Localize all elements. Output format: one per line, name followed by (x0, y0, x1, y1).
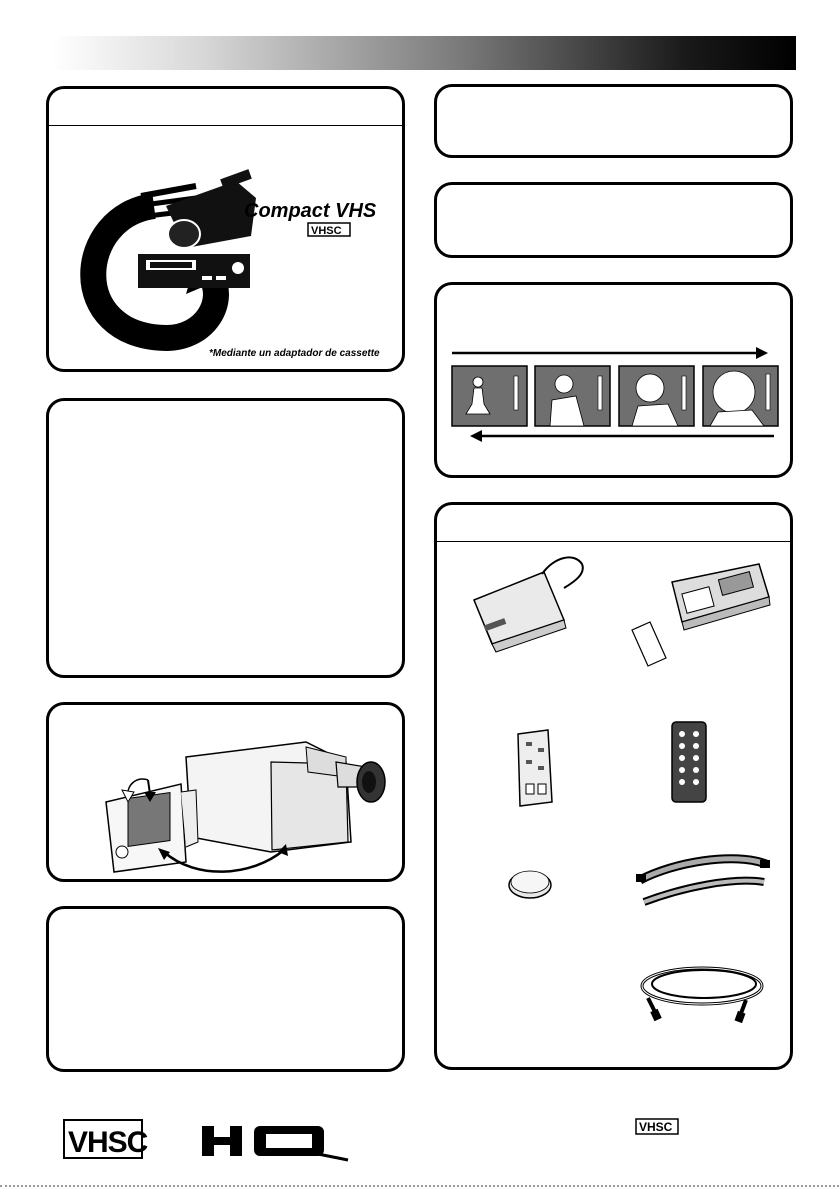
compact-vhs-illustration (46, 86, 405, 372)
text-box-right-2 (434, 182, 793, 258)
svg-text:VHSC: VHSC (311, 225, 342, 237)
cassette-adapter-note: *Mediante un adaptador de cassette (209, 348, 380, 359)
lcd-monitor-box (46, 702, 405, 882)
camcorder-icon (166, 169, 256, 248)
svg-text:VHSC: VHSC (639, 1120, 673, 1134)
compact-vhs-box (46, 86, 405, 372)
compact-vhs-title: Compact VHS (244, 200, 377, 222)
vcr-icon (138, 254, 250, 288)
battery-holder-icon (518, 730, 552, 806)
header-gradient-bar (52, 36, 796, 70)
remote-control-icon (672, 722, 706, 802)
cable-icon (642, 968, 762, 1023)
svg-text:HQ: HQ (200, 1122, 202, 1123)
vhsc-logo (64, 1118, 174, 1162)
lithium-battery-icon (509, 871, 551, 898)
bottom-dotted-line (0, 1185, 839, 1187)
zoom-frame-4 (703, 366, 778, 426)
zoom-frame-2 (535, 366, 610, 426)
lcd-camcorder-illustration (46, 702, 405, 882)
text-box-left-bottom (46, 906, 405, 1072)
shoulder-strap-icon (636, 859, 770, 902)
hq-logo (200, 1122, 350, 1166)
vhsc-small-logo (636, 1118, 686, 1138)
accessories-box (434, 502, 793, 1070)
vhsc-logo-small (308, 223, 350, 237)
zoom-frame-3 (619, 366, 694, 426)
zoom-box (434, 282, 793, 478)
svg-text:VHSC: VHSC (68, 1126, 148, 1159)
text-box-right-1 (434, 84, 793, 158)
zoom-illustration (434, 282, 793, 478)
zoom-frame-1 (452, 366, 527, 426)
accessories-illustration (434, 502, 793, 1070)
ac-adapter-icon (474, 557, 583, 652)
cassette-adapter-icon (632, 564, 770, 666)
text-box-left-middle (46, 398, 405, 678)
